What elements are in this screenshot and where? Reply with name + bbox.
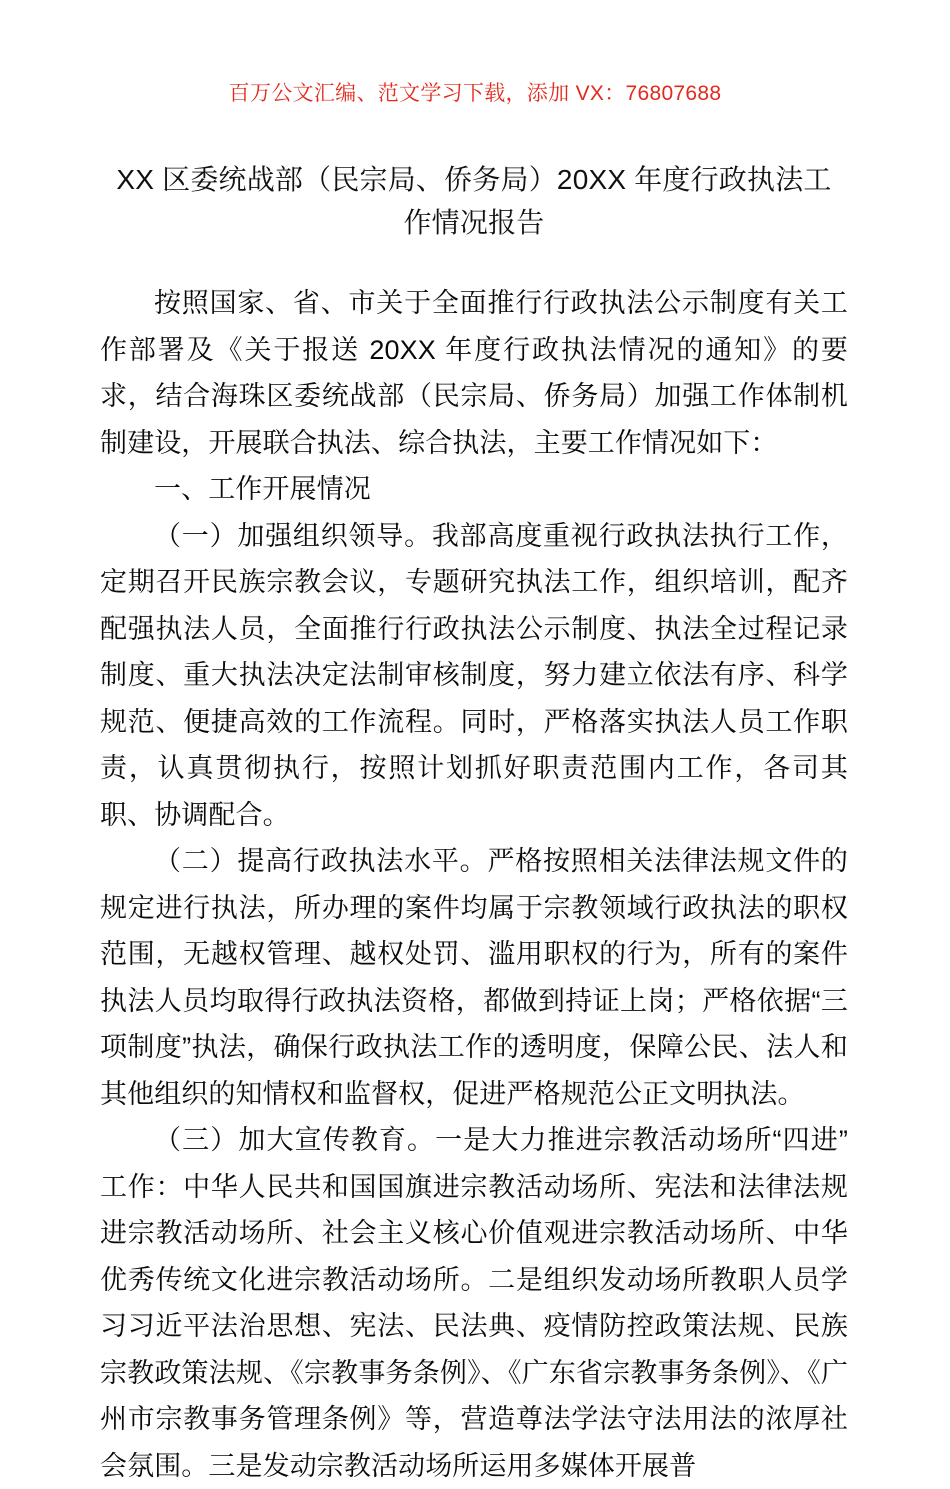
paragraph-subsection-2: （二）提高行政执法水平。严格按照相关法律法规文件的规定进行执法，所办理的案件均属于宗教领域行政执法的职权范围，无越权管理、越权处罚、滥用职权的行为，所有的案件执法人员均取得行政执法资格，都做到持证上岗；严格依据“三项制度”执法，确保行政执法工作的透明度，保障公民、法人和其他组织的知情权和监督权，促进严格规范公正文明执法。 [100,846,848,1109]
promo-banner-text: 百万公文汇编、范文学习下载，添加 VX：76807688 [228,82,722,105]
paragraph-subsection-3: （三）加大宣传教育。一是大力推进宗教活动场所“四进”工作：中华人民共和国国旗进宗教活动场所、宪法和法律法规进宗教活动场所、社会主义核心价值观进宗教活动场所、中华优秀传统文化进宗教活动场所。二是组织发动场所教职人员学习习近平法治思想、宪法、民法典、疫情防控政策法规、民族宗教政策法规、《宗教事务条例》、《广东省宗教事务条例》、《广州市宗教事务管理条例》等，营造尊法学法守法用法的浓厚社会氛围。三是发动宗教活动场所运用多媒体开展普 [100,1125,848,1481]
page-title: XX 区委统战部（民宗局、侨务局）20XX 年度行政执法工作情况报告 [116,164,832,238]
paragraph-intro: 按照国家、省、市关于全面推行行政执法公示制度有关工作部署及《关于报送 20XX 年度行政执法情况的通知》的要求，结合海珠区委统战部（民宗局、侨务局）加强工作体制机制建设，开展联合执法、综合执法，主要工作情况如下： [100,288,848,458]
document-body [100,280,848,1489]
paragraph-subsection-1: （一）加强组织领导。我部高度重视行政执法执行工作，定期召开民族宗教会议，专题研究执法工作，组织培训，配齐配强执法人员，全面推行行政执法公示制度、执法全过程记录制度、重大执法决定法制审核制度，努力建立依法有序、科学规范、便捷高效的工作流程。同时，严格落实执法人员工作职责，认真贯彻执行，按照计划抓好职责范围内工作，各司其职、协调配合。 [100,520,848,830]
section-heading-one: 一、工作开展情况 [154,474,371,504]
document-content [100,158,848,1489]
promo-banner [0,80,950,107]
